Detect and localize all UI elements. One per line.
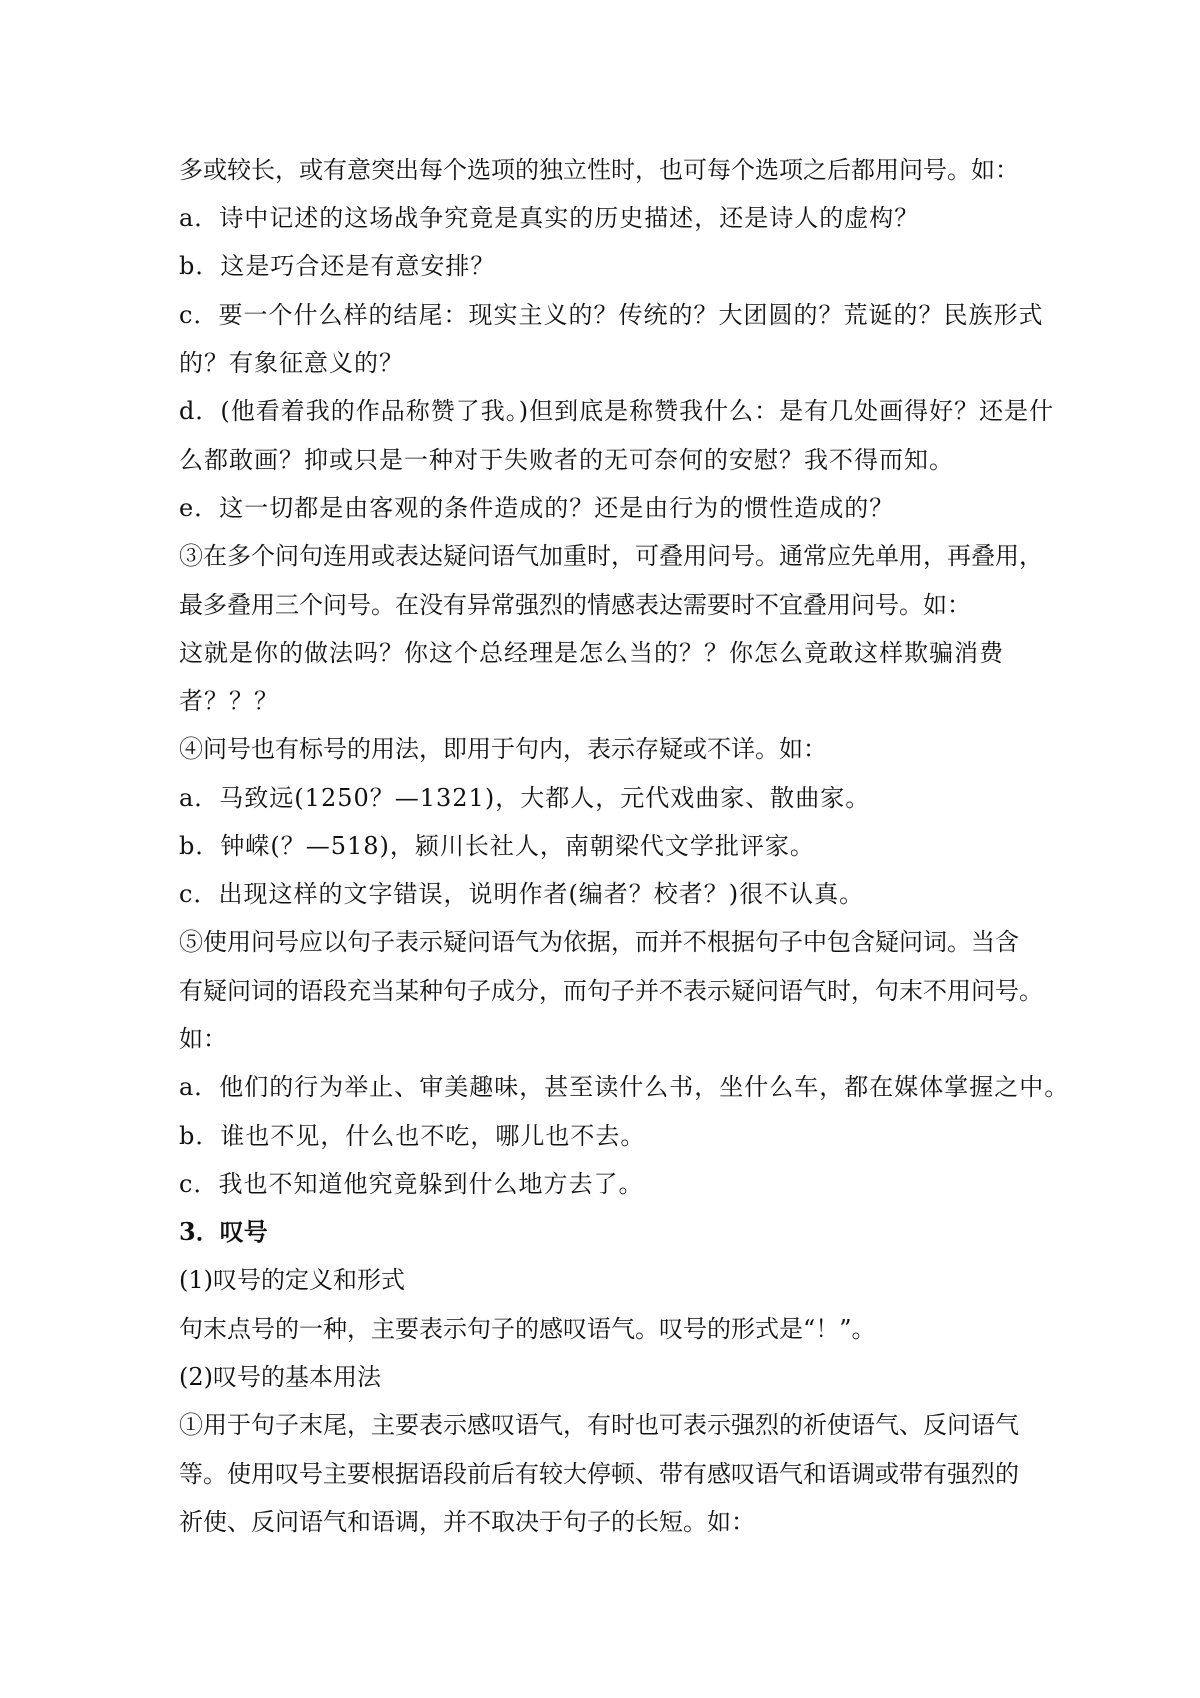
example-line: c．要一个什么样的结尾：现实主义的？传统的？大团圆的？荒诞的？民族形式: [179, 301, 1044, 329]
text-line: ⑤使用问号应以句子表示疑问语气为依据，而并不根据句子中包含疑问词。当含: [179, 928, 1019, 956]
example-line: a．马致远(1250？—1321)，大都人，元代戏曲家、散曲家。: [179, 784, 871, 812]
text-line: ③在多个问句连用或表达疑问语气加重时，可叠用问号。通常应先单用，再叠用，: [179, 542, 1043, 570]
example-line: 的？有象征意义的？: [179, 349, 404, 377]
text-line: 句末点号的一种，主要表示句子的感叹语气。叹号的形式是“！”。: [179, 1315, 876, 1343]
subsection-heading: (1)叹号的定义和形式: [179, 1266, 405, 1294]
text-line: 如：: [179, 1025, 227, 1053]
example-line: c．出现这样的文字错误，说明作者(编者？校者？)很不认真。: [179, 880, 865, 908]
text-line: 有疑问词的语段充当某种句子成分，而句子并不表示疑问语气时，句末不用问号。: [179, 977, 1043, 1005]
example-line: b．谁也不见，什么也不吃，哪儿也不去。: [179, 1122, 646, 1150]
example-line: 这就是你的做法吗？你这个总经理是怎么当的？？你怎么竟敢这样欺骗消费: [179, 639, 1004, 667]
section-heading: 3．叹号: [179, 1217, 268, 1246]
example-line: e．这一切都是由客观的条件造成的？还是由行为的惯性造成的？: [179, 494, 895, 522]
text-line: 等。使用叹号主要根据语段前后有较大停顿、带有感叹语气和语调或带有强烈的: [179, 1460, 1019, 1488]
example-line: d．(他看着我的作品称赞了我。)但到底是称赞我什么：是有几处画得好？还是什: [179, 397, 1055, 425]
text-line: 祈使、反问语气和语调，并不取决于句子的长短。如：: [179, 1508, 755, 1536]
example-line: 么都敢画？抑或只是一种对于失败者的无可奈何的安慰？我不得而知。: [179, 446, 954, 474]
example-line: b．钟嵘(？—518)，颍川长社人，南朝梁代文学批评家。: [179, 832, 815, 860]
example-line: b．这是巧合还是有意安排？: [179, 252, 496, 280]
text-line: ④问号也有标号的用法，即用于句内，表示存疑或不详。如：: [179, 735, 827, 763]
subsection-heading: (2)叹号的基本用法: [179, 1363, 381, 1391]
text-line: ①用于句子末尾，主要表示感叹语气，有时也可表示强烈的祈使语气、反问语气: [179, 1411, 1019, 1439]
example-line: c．我也不知道他究竟躲到什么地方去了。: [179, 1170, 644, 1198]
example-line: a．诗中记述的这场战争究竟是真实的历史描述，还是诗人的虚构？: [179, 204, 920, 232]
text-line: 最多叠用三个问号。在没有异常强烈的情感表达需要时不宜叠用问号。如：: [179, 591, 971, 619]
example-line: a．他们的行为举止、审美趣味，甚至读什么书，坐什么车，都在媒体掌握之中。: [179, 1073, 1070, 1101]
text-line: 多或较长，或有意突出每个选项的独立性时，也可每个选项之后都用问号。如：: [179, 156, 1019, 184]
example-line: 者？？？: [179, 687, 279, 715]
